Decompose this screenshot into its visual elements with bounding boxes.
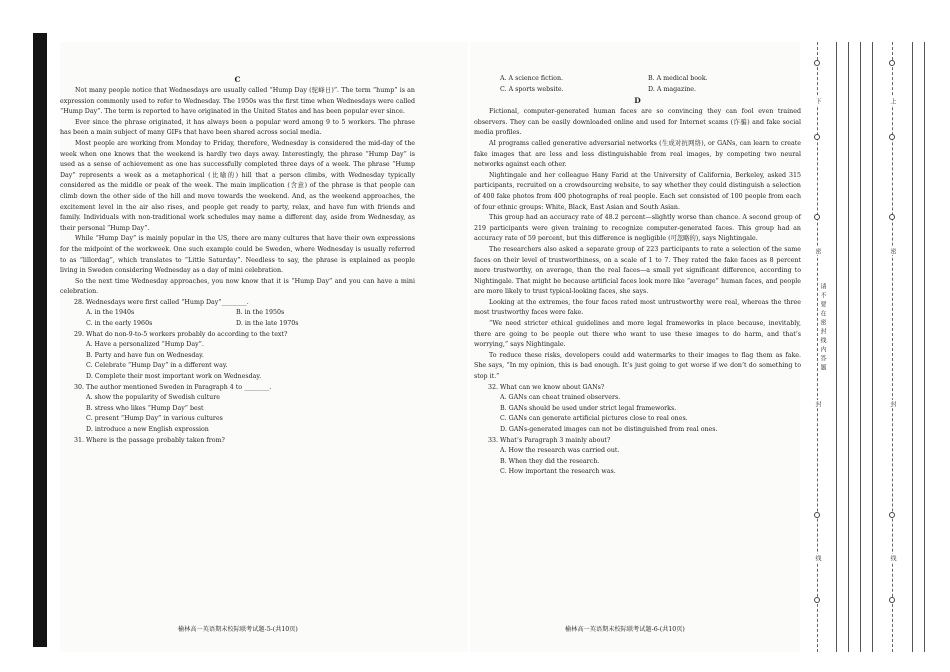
option: A. show the popularity of Swedish culture [86,394,220,402]
binding-hole-icon [889,214,895,220]
option: A. in the 1940s [86,309,135,317]
page-footer-left: 榆林高一英语期末校际联考试题-5-(共10页) [178,626,298,633]
paragraph: The researchers also asked a separate group of 223 participants to rate a selection of the same faces on their level of trustworthiness, on a scale of 1 to 7. They rated the fake faces as 8 percent more trustworthy, on average, than the real faces—a small yet significant difference, according to Nightingale. That might be because artificial faces look more like “average” human faces, and people are more likely to trust typical-looking faces, she says. [474,245,801,296]
binding-hole-icon [889,597,895,603]
paragraph: So the next time Wednesday approaches, you now know that it is “Hump Day” and you can have a mini celebration. [60,277,415,296]
paragraph: While “Hump Day” is mainly popular in the US, there are many cultures that have their own expressions for the midpoint of the workweek. One such example could be Sweden, where Wednesday is usually referred to as “lillordag”, which translates to “Little Saturday”. Needless to say, the phrase is explained as people living in Sweden considering Wednesday as a day of mini celebration. [60,235,415,275]
options-row [474,74,801,85]
option: B. GANs should be used under strict legal frameworks. [500,404,677,412]
option: B. A medical book. [648,75,708,82]
binding-line [872,42,873,652]
question-32: 32. What can we know about GANs? [488,383,605,391]
seal-mark: 线 [814,555,821,561]
option: C. present “Hump Day” in various cultures [86,415,223,423]
passage-heading: C [234,75,241,84]
options-row [474,85,801,96]
binding-strip [808,42,938,652]
option: D. A magazine. [648,85,697,93]
paragraph: Looking at the extremes, the four faces rated most untrustworthy were real, whereas the three most trustworthy faces were fake. [474,298,801,317]
page-footer-right: 榆林高一英语期末校际联考试题-6-(共10页) [565,626,685,633]
question-30: 30. The author mentioned Sweden in Paragraph 4 to ________. [74,383,272,391]
seal-mark: 下 [814,98,821,104]
option: C. in the early 1960s [86,320,153,328]
option: C. Celebrate “Hump Day” in a different way. [86,362,228,370]
option: D. GANs-generated images can not be distinguished from real ones. [500,426,718,433]
option: C. How important the research was. [500,468,616,476]
paragraph: Most people are working from Monday to Friday, therefore, Wednesday is considered the mid-day of the week when one knows that the weekend is hardly two days away. Interestingly, the phrase “Hump Day” is used as a sense of achievement as one has successfully completed three days of a week. The phrase “Hump Day” represents a week as a metaphorical (比喻的) hill that a person climbs, with Wednesday typically considered as the middle or peak of the week. The main implication (含意) of the phrase is that people can climb down the other side of the hill and move towards the weekend. And, as the weekend approaches, the excitement level in the air also rises, and people get ready to party, relax, and have fun with friends and family. Individuals with non-traditional work schedules may name a different day, aside from Wednesday, as their personal “Hump Day”. [60,139,415,232]
seal-mark: 封 [814,401,821,407]
seal-mark: 线 [889,555,896,561]
option: C. A sports website. [500,85,564,93]
binding-hole-icon [814,214,820,220]
binding-hole-icon [814,134,820,140]
option: A. How the research was carried out. [500,447,620,455]
options-row [60,319,415,330]
seal-mark: 密 [814,248,821,254]
binding-line [860,42,861,652]
option: B. in the 1950s [236,309,285,317]
question-28: 28. Wednesdays were first called “Hump Day”________. [74,298,249,306]
option: A. A science fiction. [500,75,564,82]
seal-mark: 封 [889,401,896,407]
question-33: 33. What’s Paragraph 3 mainly about? [488,436,611,444]
binding-hole-icon [889,512,895,518]
options-row [60,308,415,319]
option: D. Complete their most important work on Wednesday. [86,373,262,381]
option: C. GANs can generate artificial pictures close to real ones. [500,415,688,423]
binding-hole-icon [889,134,895,140]
option: D. in the late 1970s [236,320,299,328]
seal-mark: 上 [889,98,896,104]
paragraph: To reduce these risks, developers could add watermarks to their images to flag them as fake. She says, “In my opinion, this is bad enough. It’s just going to get worse if we don’t do something to stop it.” [474,351,801,381]
paragraph: This group had an accuracy rate of 48.2 percent—slightly worse than chance. A second group of 219 participants were given training to recognize computer-generated faces. This group had an accuracy rate of 59 percent, but this difference is negligible (可忽略的), says Nightingale. [474,214,801,243]
question-31: 31. Where is the passage probably taken from? [74,436,225,444]
option: B. Party and have fun on Wednesday. [86,351,204,359]
binding-line [848,42,849,652]
passage-c-column [60,74,415,446]
paragraph: Not many people notice that Wednesdays are usually called “Hump Day (驼峰日)”. The term “hump” is an expression commonly used to refer to Wednesday. The 1950s was the first time when Wednesdays were called “Hump Day”. The term is reported to have originated in the United States and has been popular ever since. [60,87,415,116]
option: A. GANs can cheat trained observers. [500,394,621,402]
paragraph: AI programs called generative adversarial networks (生成对抗网络), or GANs, can learn to create fake images that are less and less distinguishable from real images, by competing two neural networks against each other. [474,139,801,169]
scanner-edge [33,33,47,647]
binding-hole-icon [814,512,820,518]
option: A. Have a personalized “Hump Day”. [86,341,204,349]
paragraph: “We need stricter ethical guidelines and more legal frameworks in place because, inevitably, there are going to be people out there who want to use these images to do harm, and that’s worrying,” says Nightingale. [474,320,801,349]
paragraph: Ever since the phrase originated, it has always been a popular word among 9 to 5 workers. The phrase has been a main subject of many GIFs that have been shared across social media. [60,118,415,137]
option: D. introduce a new English expression [86,426,209,433]
paragraph: Nightingale and her colleague Hany Farid at the University of California, Berkeley, asked 315 participants, recruited on a crowdsourcing website, to say whether they could distinguish a selection of 400 fake photos from 400 photographs of real people. Each set consisted of 100 people from each of four ethnic groups: White, Black, East Asian and South Asian. [474,171,801,211]
passage-heading: D [634,96,641,106]
seal-notice: 请不要在密封线内答题 [819,283,826,373]
option: B. stress who likes “Hump Day” best [86,404,204,412]
option: B. When they did the research. [500,457,600,465]
passage-d-column [474,74,801,478]
binding-line [912,42,913,652]
paragraph: Fictional, computer-generated human faces are so convincing they can fool even trained observers. They can be easily downloaded online and used for Internet scams (诈骗) and fake social media profiles. [474,108,801,137]
binding-line [836,42,837,652]
binding-hole-icon [889,60,895,66]
binding-hole-icon [814,597,820,603]
binding-line [924,42,925,652]
binding-hole-icon [814,60,820,66]
seal-mark: 密 [889,248,896,254]
question-29: 29. What do non-9-to-5 workers probably do according to the text? [74,330,288,338]
